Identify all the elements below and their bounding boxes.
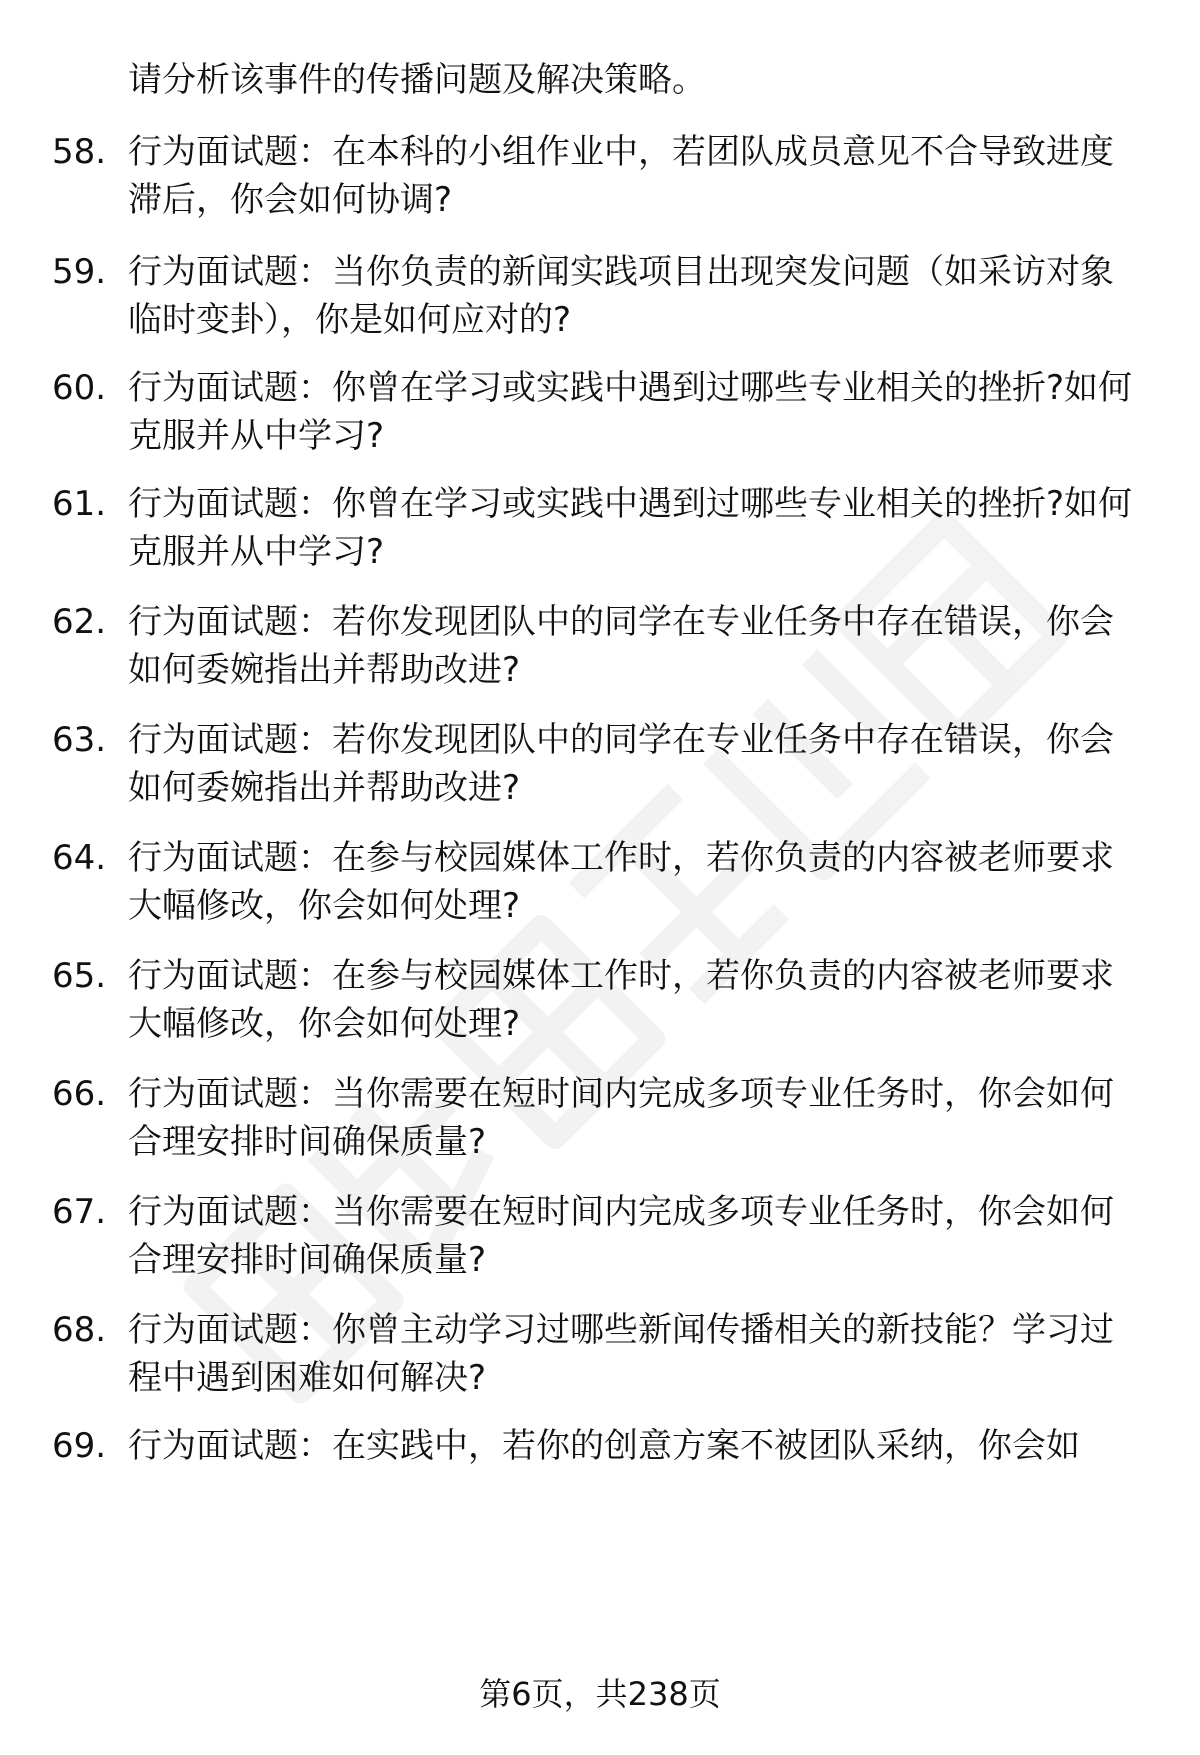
question-text: 行为面试题：当你需要在短时间内完成多项专业任务时，你会如何合理安排时间确保质量? — [128, 1192, 1114, 1280]
question-number: 68. — [52, 1310, 107, 1350]
question-text: 行为面试题：你曾在学习或实践中遇到过哪些专业相关的挫折?如何克服并从中学习? — [128, 484, 1133, 572]
question-text: 行为面试题：当你需要在短时间内完成多项专业任务时，你会如何合理安排时间确保质量? — [128, 1074, 1114, 1162]
question-number: 61. — [52, 484, 107, 524]
question-number: 69. — [52, 1426, 107, 1466]
continuation-line: 请分析该事件的传播问题及解决策略。 — [128, 60, 706, 100]
question-text: 行为面试题：在参与校园媒体工作时，若你负责的内容被老师要求大幅修改，你会如何处理? — [128, 956, 1114, 1044]
question-text: 行为面试题：若你发现团队中的同学在专业任务中存在错误，你会如何委婉指出并帮助改进? — [128, 602, 1114, 690]
question-text: 行为面试题：你曾在学习或实践中遇到过哪些专业相关的挫折?如何克服并从中学习? — [128, 368, 1133, 456]
question-number: 65. — [52, 956, 107, 996]
question-text: 行为面试题：若你发现团队中的同学在专业任务中存在错误，你会如何委婉指出并帮助改进? — [128, 720, 1114, 808]
question-text: 行为面试题：当你负责的新闻实践项目出现突发问题（如采访对象临时变卦），你是如何应对的? — [128, 252, 1114, 340]
question-number: 62. — [52, 602, 107, 642]
page-footer: 第6页，共238页 — [479, 1675, 721, 1713]
question-number: 67. — [52, 1192, 107, 1232]
question-text: 行为面试题：在实践中，若你的创意方案不被团队采纳，你会如 — [128, 1426, 1080, 1466]
question-number: 60. — [52, 368, 107, 408]
question-text: 行为面试题：在本科的小组作业中，若团队成员意见不合导致进度滞后，你会如何协调? — [128, 132, 1114, 220]
question-text: 行为面试题：你曾主动学习过哪些新闻传播相关的新技能？学习过程中遇到困难如何解决? — [128, 1310, 1114, 1398]
question-number: 59. — [52, 252, 107, 292]
question-text: 行为面试题：在参与校园媒体工作时，若你负责的内容被老师要求大幅修改，你会如何处理? — [128, 838, 1114, 926]
question-number: 66. — [52, 1074, 107, 1114]
question-number: 64. — [52, 838, 107, 878]
question-number: 63. — [52, 720, 107, 760]
question-number: 58. — [52, 132, 107, 172]
